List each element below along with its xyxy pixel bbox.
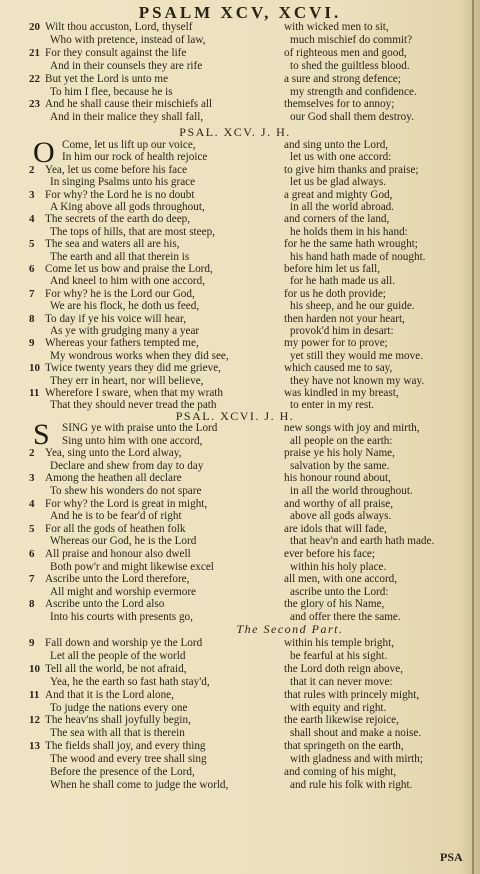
verse-right: he holds them in his hand: xyxy=(290,225,408,238)
verse-left: Wherefore I sware, when that my wrath xyxy=(45,387,223,399)
verse-number: 8 xyxy=(29,598,35,611)
verse-left: Who with pretence, instead of law, xyxy=(50,33,206,46)
verse-right: his honour round about, xyxy=(284,472,391,485)
verse-line xyxy=(0,59,470,73)
verse-right: to shed the guiltless blood. xyxy=(290,59,410,72)
verse-left: To him I flee, because he is xyxy=(50,85,173,98)
verse-left: Fall down and worship ye the Lord xyxy=(45,637,203,649)
verse-line xyxy=(0,72,470,86)
verse-left: Yea, let us come before his face xyxy=(45,163,188,176)
verse-number: 6 xyxy=(29,548,35,560)
verse-left: As ye with grudging many a year xyxy=(50,325,200,337)
verse-right: in all the world throughout. xyxy=(290,485,413,497)
verse-right: ascribe unto the Lord: xyxy=(290,585,389,598)
verse-left: Yea, sing unto the Lord alway, xyxy=(45,447,182,460)
verse-number: 5 xyxy=(29,522,35,535)
verse-right: and coming of his might, xyxy=(284,766,397,778)
verse-number: 11 xyxy=(29,387,40,399)
verse-right: and offer there the same. xyxy=(290,611,401,623)
verse-number: 3 xyxy=(29,188,35,201)
verse-left: Tell all the world, be not afraid, xyxy=(45,662,187,675)
verse-left: For all the gods of heathen folk xyxy=(45,522,186,535)
verse-left: The fields shall joy, and every thing xyxy=(45,740,206,753)
verse-right: provok'd him in desart: xyxy=(290,325,394,337)
verse-line xyxy=(0,713,470,727)
verse-right: themselves for to annoy; xyxy=(284,98,395,111)
verse-right: above all gods always. xyxy=(290,510,392,523)
verse-number: 3 xyxy=(29,472,35,485)
verse-number: 4 xyxy=(29,497,35,510)
verse-left: And he shall cause their mischiefs all xyxy=(45,98,213,111)
verse-line xyxy=(0,97,470,111)
verse-line xyxy=(0,662,470,676)
verse-line xyxy=(0,20,470,34)
verse-right: that heav'n and earth hath made. xyxy=(290,535,435,548)
verse-left: Twice twenty years they did me grieve, xyxy=(45,362,221,375)
verse-right: with equity and right. xyxy=(290,701,387,714)
verse-line xyxy=(0,649,470,663)
verse-line xyxy=(0,765,470,779)
verse-left: Declare and shew from day to day xyxy=(50,459,204,472)
section-title-second-part: The Second Part. xyxy=(236,622,344,636)
verse-left: To judge the nations every one xyxy=(50,701,188,714)
catchword: PSA xyxy=(440,850,463,864)
verse-left: Ascribe unto the Lord also xyxy=(45,598,165,611)
verse-right: the Lord doth reign above, xyxy=(284,662,403,675)
verse-right: they have not known my way. xyxy=(290,374,425,387)
verse-right: be fearful at his sight. xyxy=(290,649,388,662)
verse-left: To shew his wonders do not spare xyxy=(50,485,202,497)
verse-left: All might and worship evermore xyxy=(50,585,197,598)
drop-cap-s: S xyxy=(33,418,50,451)
verse-left: Whereas your fathers tempted me, xyxy=(45,337,199,350)
verse-line xyxy=(0,752,470,766)
verse-right: then harden not your heart, xyxy=(284,312,405,325)
section-title-psalm-95: PSAL. XCV. J. H. xyxy=(179,125,291,139)
verse-line xyxy=(0,726,470,740)
verse-number: 8 xyxy=(29,312,35,325)
verse-line xyxy=(0,46,470,60)
verse-number: 9 xyxy=(29,337,35,350)
verse-right: a great and mighty God, xyxy=(284,188,393,201)
verse-number: 2 xyxy=(29,163,35,176)
verse-number: 6 xyxy=(29,263,35,275)
page-header: PSALM XCV, XCVI. xyxy=(138,3,342,22)
verse-right: let us with one accord: xyxy=(290,151,392,164)
verse-left: Ascribe unto the Lord therefore, xyxy=(45,573,190,586)
verse-line xyxy=(0,85,470,99)
verse-right: and worthy of all praise, xyxy=(284,497,394,510)
verse-number: 5 xyxy=(29,238,35,251)
section-title-psalm-96: PSAL. XCVI. J. H. xyxy=(175,409,295,423)
verse-right: for he hath made us all. xyxy=(290,275,396,288)
verse-line xyxy=(0,33,470,47)
verse-left: To day if ye his voice will hear, xyxy=(45,312,187,325)
verse-left: SING ye with praise unto the Lord xyxy=(62,422,218,434)
verse-right: praise ye his holy Name, xyxy=(284,447,395,460)
verse-number: 9 xyxy=(29,637,35,649)
verse-number: 20 xyxy=(29,21,40,33)
verse-left: For they consult against the life xyxy=(45,46,187,59)
verse-right: new songs with joy and mirth, xyxy=(284,422,420,434)
verse-right: which caused me to say, xyxy=(284,362,393,375)
verse-right: and rule his folk with right. xyxy=(290,778,413,791)
verse-left: The secrets of the earth do deep, xyxy=(45,213,191,226)
verse-line xyxy=(0,636,470,650)
verse-right: to enter in my rest. xyxy=(290,399,375,412)
verse-right: yet still they would me move. xyxy=(290,349,423,362)
verse-number: 22 xyxy=(29,72,40,85)
verse-left: Into his courts with presents go, xyxy=(50,611,193,623)
verse-left: The earth and all that therein is xyxy=(50,250,190,263)
verse-right: a sure and strong defence; xyxy=(284,72,401,85)
verse-right: let us be glad always. xyxy=(290,176,387,189)
verse-right: my strength and confidence. xyxy=(290,85,417,98)
verse-left: And kneel to him with one accord, xyxy=(50,275,206,288)
verse-left: And he is to be fear'd of right xyxy=(50,510,182,523)
verse-right: to give him thanks and praise; xyxy=(284,163,419,176)
verse-line xyxy=(0,739,470,753)
verse-right: that springeth on the earth, xyxy=(284,740,404,753)
verse-left: For why? the Lord he is no doubt xyxy=(45,188,195,201)
verse-number: 23 xyxy=(29,98,40,111)
verse-right: much mischief do commit? xyxy=(290,33,413,46)
verse-left: Before the presence of the Lord, xyxy=(50,766,195,778)
verse-right: all people on the earth: xyxy=(290,434,393,447)
verse-left: We are his flock, he doth us feed, xyxy=(50,300,200,313)
verse-number: 13 xyxy=(29,740,40,753)
verse-right: the earth likewise rejoice, xyxy=(284,714,399,727)
verse-left: And that it is the Lord alone, xyxy=(45,688,174,701)
verse-number: 21 xyxy=(29,46,40,59)
verse-left: In singing Psalms unto his grace xyxy=(50,176,196,189)
verse-right: and sing unto the Lord, xyxy=(284,139,389,151)
verse-right: and corners of the land, xyxy=(284,213,390,226)
verse-right: with wicked men to sit, xyxy=(284,21,389,33)
verse-right: his sheep, and he our guide. xyxy=(290,300,415,313)
verse-left: When he shall come to judge the world, xyxy=(50,778,229,791)
drop-cap-o: O xyxy=(33,136,55,169)
verse-left: Yea, he the earth so fast hath stay'd, xyxy=(50,675,210,688)
verse-left: The tops of hills, that are most steep, xyxy=(50,225,215,238)
verse-left: All praise and honour also dwell xyxy=(45,548,191,560)
verse-number: 2 xyxy=(29,447,35,460)
verse-left: Whereas our God, he is the Lord xyxy=(50,535,197,548)
verse-right: was kindled in my breast, xyxy=(284,387,399,399)
verse-left: The wood and every tree shall sing xyxy=(50,753,207,766)
verse-left: My wondrous works when they did see, xyxy=(50,349,229,362)
verse-right: with gladness and with mirth; xyxy=(290,753,423,766)
verse-right: of righteous men and good, xyxy=(284,46,407,59)
verse-line xyxy=(0,778,470,792)
verse-number: 10 xyxy=(29,362,40,375)
verse-right: our God shall them destroy. xyxy=(290,111,414,124)
verse-right: salvation by the same. xyxy=(290,459,390,472)
verse-number: 10 xyxy=(29,662,40,675)
verse-right: ever before his face; xyxy=(284,548,375,560)
verse-line xyxy=(0,675,470,689)
verse-left: The sea with all that is therein xyxy=(50,727,185,740)
verse-line xyxy=(0,688,470,702)
verse-left: Let all the people of the world xyxy=(50,649,186,662)
verse-left: Among the heathen all declare xyxy=(45,472,182,485)
verse-left: They err in heart, nor will believe, xyxy=(50,374,204,387)
verse-right: his hand hath made of nought. xyxy=(290,250,426,263)
verse-left: Sing unto him with one accord, xyxy=(62,434,203,447)
verse-left: Come let us bow and praise the Lord, xyxy=(45,263,213,275)
verse-right: that it can never move: xyxy=(290,675,393,688)
verse-left: For why? he is the Lord our God, xyxy=(45,287,195,300)
verse-right: that rules with princely might, xyxy=(284,688,420,701)
verse-right: the glory of his Name, xyxy=(284,598,385,611)
verse-right: shall shout and make a noise. xyxy=(290,727,422,740)
verse-right: are idols that will fade, xyxy=(284,522,387,535)
verse-left: Both pow'r and might likewise excel xyxy=(50,560,214,573)
verse-number: 7 xyxy=(29,287,35,300)
verse-right: in all the world abroad. xyxy=(290,201,395,213)
verse-right: for he the same hath wrought; xyxy=(284,238,418,251)
verse-left: The heav'ns shall joyfully begin, xyxy=(45,714,191,727)
verse-left: Come, let us lift up our voice, xyxy=(62,139,196,151)
verse-left: In him our rock of health rejoice xyxy=(62,151,208,164)
verse-right: within his temple bright, xyxy=(284,637,395,649)
verse-left: Wilt thou accuston, Lord, thyself xyxy=(45,21,193,33)
verse-left: And in their counsels they are rife xyxy=(50,59,203,72)
verse-left: That they should never tread the path xyxy=(50,399,217,412)
verse-left: A King above all gods throughout, xyxy=(50,201,205,213)
verse-number: 4 xyxy=(29,213,35,226)
verse-right: all men, with one accord, xyxy=(284,573,398,586)
verse-left: But yet the Lord is unto me xyxy=(45,72,169,85)
verse-right: for us he doth provide; xyxy=(284,287,386,300)
verse-number: 11 xyxy=(29,688,40,701)
verse-number: 12 xyxy=(29,714,40,727)
verse-left: And in their malice they shall fall, xyxy=(50,111,204,124)
verse-line xyxy=(0,110,470,124)
verse-right: my power for to prove; xyxy=(284,337,388,350)
verse-right: within his holy place. xyxy=(290,560,387,573)
verse-left: For why? the Lord is great in might, xyxy=(45,497,208,510)
verse-line xyxy=(0,701,470,715)
verse-right: before him let us fall, xyxy=(284,263,380,275)
verse-left: The sea and waters all are his, xyxy=(45,238,180,251)
verse-number: 7 xyxy=(29,573,35,586)
